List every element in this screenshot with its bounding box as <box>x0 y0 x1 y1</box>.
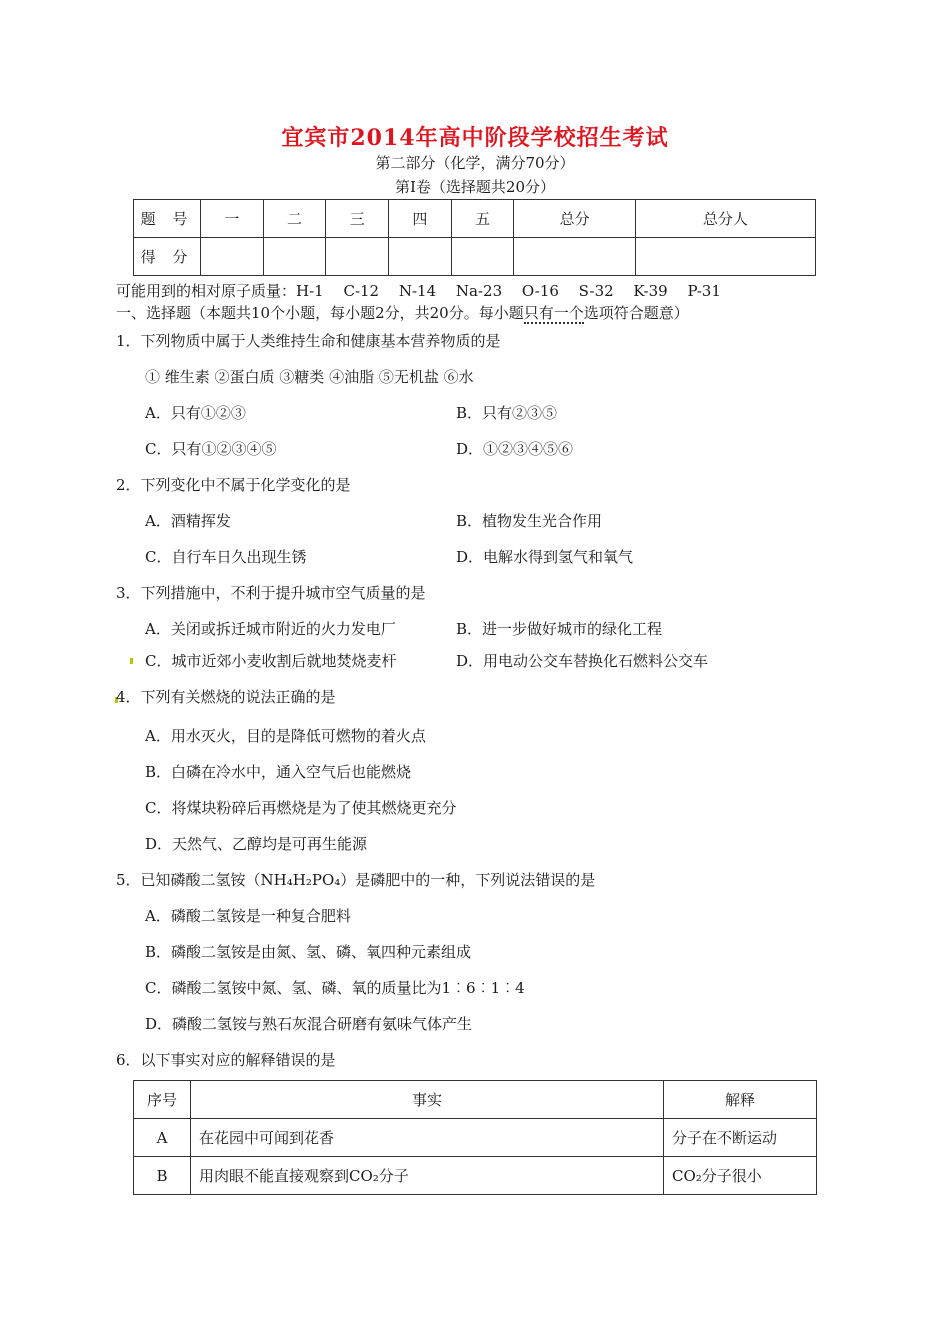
q6-header-row <box>134 1081 817 1119</box>
q3-option-a: A．关闭或拆迁城市附近的火力发电厂 <box>145 620 396 638</box>
score-blank-cell <box>451 238 514 276</box>
score-cell: 总分人 <box>635 200 815 238</box>
section-heading-part: 选项符合题意） <box>583 304 689 322</box>
score-cell: 四 <box>389 200 452 238</box>
scan-mark <box>130 658 133 664</box>
q5-option-a: A．磷酸二氢铵是一种复合肥料 <box>145 907 351 925</box>
q3-option-c: C．城市近郊小麦收割后就地焚烧麦杆 <box>145 652 397 670</box>
exam-subtitle: 第二部分（化学，满分70分） <box>375 154 575 172</box>
section-heading-emphasis: 只有一个 <box>523 304 584 322</box>
q6-cell: CO₂分子很小 <box>664 1157 817 1195</box>
q6-stem: 6．以下事实对应的解释错误的是 <box>116 1051 336 1069</box>
score-blank-cell <box>389 238 452 276</box>
q1-option-d: D．①②③④⑤⑥ <box>456 440 574 458</box>
q6-table <box>133 1080 817 1195</box>
q2-option-a: A．酒精挥发 <box>145 512 231 530</box>
q3-stem: 3．下列措施中，不利于提升城市空气质量的是 <box>116 584 426 602</box>
score-cell: 题 号 <box>134 200 201 238</box>
table-row <box>134 1119 817 1157</box>
q1-option-a: A．只有①②③ <box>145 404 246 422</box>
score-cell: 三 <box>326 200 389 238</box>
q5-option-b: B．磷酸二氢铵是由氮、氢、磷、氧四种元素组成 <box>145 943 472 961</box>
score-blank-cell <box>635 238 815 276</box>
score-cell: 总分 <box>514 200 635 238</box>
exam-title: 宜宾市2014年高中阶段学校招生考试 <box>281 125 669 151</box>
q3-option-d: D．用电动公交车替换化石燃料公交车 <box>456 652 709 670</box>
q6-header-cell: 解释 <box>664 1081 817 1119</box>
q6-cell: 分子在不断运动 <box>664 1119 817 1157</box>
q2-option-c: C．自行车日久出现生锈 <box>145 548 307 566</box>
score-blank-cell <box>326 238 389 276</box>
q1-option-b: B．只有②③⑤ <box>456 404 558 422</box>
q1-items: ① 维生素 ②蛋白质 ③糖类 ④油脂 ⑤无机盐 ⑥水 <box>145 368 474 386</box>
q1-stem: 1．下列物质中属于人类维持生命和健康基本营养物质的是 <box>116 332 501 350</box>
q6-header-cell: 序号 <box>134 1081 191 1119</box>
q4-option-c: C．将煤块粉碎后再燃烧是为了使其燃烧更充分 <box>145 799 457 817</box>
score-cell: 二 <box>263 200 326 238</box>
score-cell: 五 <box>451 200 514 238</box>
score-table-score-row <box>134 238 816 276</box>
table-row <box>134 1157 817 1195</box>
score-cell: 一 <box>201 200 264 238</box>
score-blank-cell <box>201 238 264 276</box>
section-heading <box>116 302 689 323</box>
q5-option-c: C．磷酸二氢铵中氮、氢、磷、氧的质量比为1︰6︰1︰4 <box>145 979 525 997</box>
q4-option-a: A．用水灭火，目的是降低可燃物的着火点 <box>145 727 426 745</box>
volume-heading: 第Ⅰ卷（选择题共20分） <box>394 178 555 196</box>
q6-cell: 在花园中可闻到花香 <box>191 1119 664 1157</box>
q4-stem: 4．下列有关燃烧的说法正确的是 <box>116 688 336 706</box>
q2-option-d: D．电解水得到氢气和氧气 <box>456 548 634 566</box>
atomic-masses: 可能用到的相对原子质量：H-1 C-12 N-14 Na-23 O-16 S-32 K-39 P-31 <box>116 282 721 300</box>
score-blank-cell <box>263 238 326 276</box>
score-cell: 得 分 <box>134 238 201 276</box>
q2-option-b: B．植物发生光合作用 <box>456 512 603 530</box>
q6-cell: A <box>134 1119 191 1157</box>
q6-cell: 用肉眼不能直接观察到CO₂分子 <box>191 1157 664 1195</box>
q5-stem: 5．已知磷酸二氢铵（NH₄H₂PO₄）是磷肥中的一种，下列说法错误的是 <box>116 871 596 889</box>
score-blank-cell <box>514 238 635 276</box>
q6-header-cell: 事实 <box>191 1081 664 1119</box>
q6-cell: B <box>134 1157 191 1195</box>
q1-option-c: C．只有①②③④⑤ <box>145 440 277 458</box>
score-table-header-row <box>134 200 816 238</box>
q4-option-b: B．白磷在冷水中，通入空气后也能燃烧 <box>145 763 412 781</box>
q5-option-d: D．磷酸二氢铵与熟石灰混合研磨有氨味气体产生 <box>145 1015 473 1033</box>
q4-option-d: D．天然气、乙醇均是可再生能源 <box>145 835 368 853</box>
q2-stem: 2．下列变化中不属于化学变化的是 <box>116 476 351 494</box>
score-table <box>133 199 816 276</box>
section-heading-part: 一、选择题（本题共10个小题，每小题2分，共20分。每小题 <box>116 304 524 322</box>
q3-option-b: B．进一步做好城市的绿化工程 <box>456 620 663 638</box>
